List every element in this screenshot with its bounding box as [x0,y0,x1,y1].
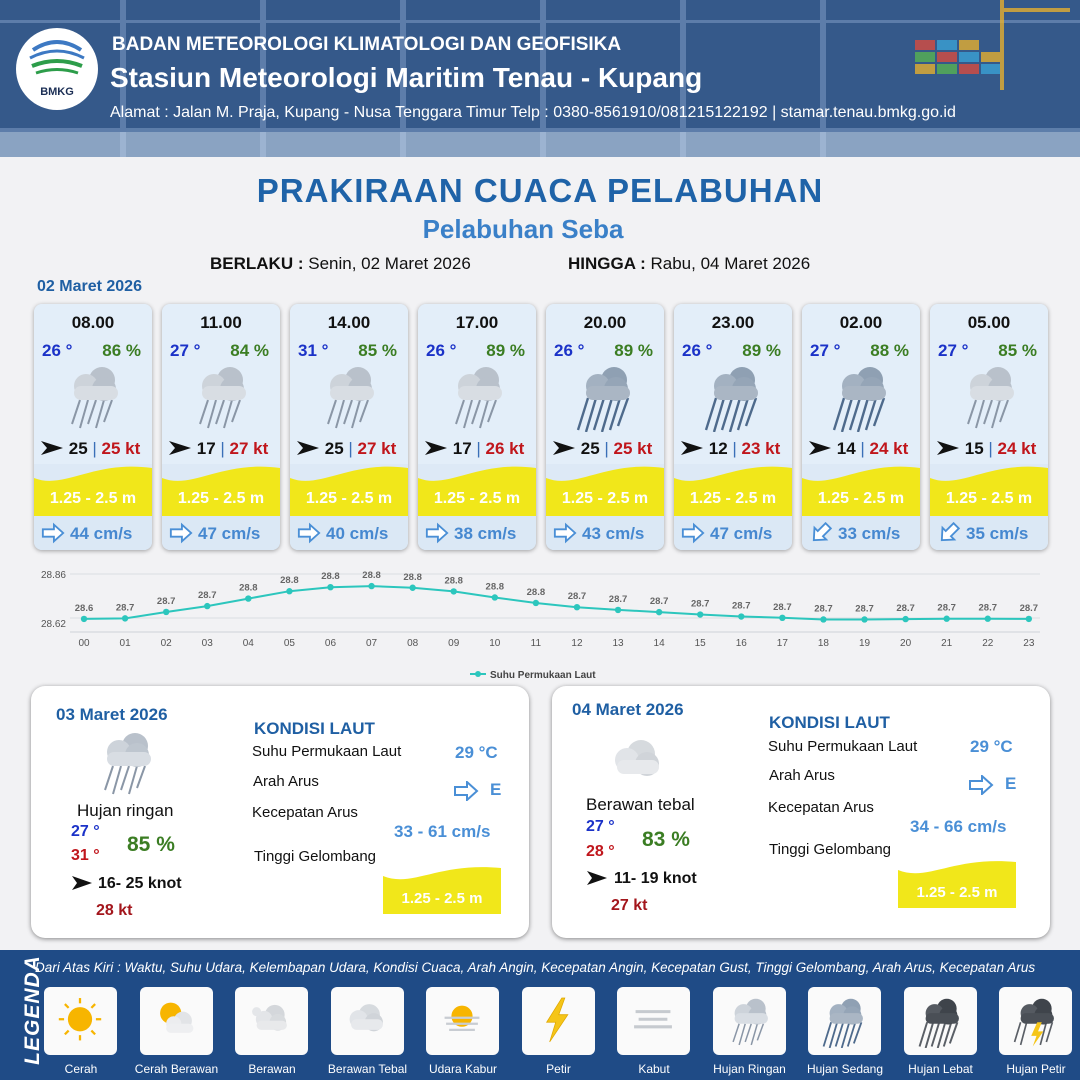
card-wave [930,464,1048,516]
card-wind [424,439,534,459]
legend-item [235,987,308,1055]
card-current [546,516,664,550]
chart-point [820,616,826,622]
chart-x-tick-label: 00 [78,638,90,649]
current-arrow-icon [425,522,449,544]
hujan-sedang-icon [572,362,638,432]
port-name: Pelabuhan Seba [422,214,624,244]
card-gust: 23 kt [741,439,781,458]
forecast-card [802,304,920,550]
chart-data-label: 28.7 [855,603,874,615]
card-current [290,516,408,550]
day1-date: 02 Maret 2026 [37,278,142,295]
hujan-ringan-icon [60,362,126,432]
card-temp: 26 ° [554,341,585,360]
forecast-card [418,304,536,550]
card-wave-height: 1.25 - 2.5 m [817,490,905,507]
chart-point [574,604,580,610]
chart-data-label: 28.7 [197,590,217,602]
chart-data-label: 28.8 [321,571,340,583]
card-temp: 26 ° [42,341,73,360]
chart-point [122,615,128,621]
card-gust: 27 kt [357,439,397,458]
card-wind [168,439,278,459]
card-time: 08.00 [71,313,115,332]
card-gust: 24 kt [997,439,1037,458]
chart-x-tick-label: 16 [735,638,747,649]
legend-item-label: Hujan Sedang [806,1062,884,1076]
day3-dir: E [1005,774,1017,793]
chart-data-label: 28.8 [526,586,546,598]
chart-point [163,609,169,615]
card-wave [802,464,920,516]
chart-data-label: 28.7 [649,596,669,608]
chart-x-tick-label: 06 [324,638,337,649]
hujan-ringan-icon [444,362,510,432]
card-time: 17.00 [455,313,499,332]
chart-x-tick-label: 13 [612,638,624,649]
card-wave [290,464,408,516]
chart-point [451,588,457,594]
chart-x-tick-label: 14 [653,638,665,649]
card-current [34,516,152,550]
card-current-speed: 44 cm/s [70,524,133,543]
chart-x-tick-label: 21 [941,638,953,649]
card-wind-speed: 25 [324,439,344,458]
card-weather [188,362,254,432]
current-arrow-icon [553,522,577,544]
chart-point [943,616,949,622]
chart-point [902,616,908,622]
current-arrow-icon [968,775,994,795]
forecast-card [546,304,664,550]
chart-legend-label: Suhu Permukaan Laut [490,670,596,681]
wind-direction-icon [680,440,704,456]
card-wind-separator: | [215,439,230,458]
chart-x-tick-label: 17 [776,638,788,649]
forecast-card [162,304,280,550]
chart-data-label: 28.8 [403,571,422,583]
card-wind-speed: 15 [964,439,984,458]
cerah-icon [55,995,105,1048]
card-humidity: 89 % [742,341,781,360]
day3-dir-label: Arah Arus [769,767,835,784]
card-wave-height: 1.25 - 2.5 m [433,490,521,507]
card-wind [552,439,662,459]
current-arrow-icon [169,522,193,544]
chart-point [409,585,415,591]
day2-sst: 29 °C [455,743,498,762]
chart-x-tick-label: 01 [119,638,131,649]
chart-legend-marker [475,671,481,677]
day3-panel [552,686,1050,938]
chart-x-tick-label: 15 [694,638,706,649]
chart-x-tick-label: 19 [858,638,871,649]
card-current-speed: 47 cm/s [198,524,261,543]
card-wind [40,439,150,459]
current-arrow-icon [809,522,833,544]
day2-wave-value: 1.25 - 2.5 m [401,890,483,907]
day2-wind: 16- 25 knot [98,875,182,892]
card-wave-height: 1.25 - 2.5 m [945,490,1033,507]
valid-to-label: HINGGA : [568,254,646,273]
card-wind [296,439,406,459]
berawan-tebal-icon [607,734,667,784]
card-temp: 27 ° [170,341,201,360]
card-wave [162,464,280,516]
chart-data-label: 28.8 [444,575,463,587]
hujan-ringan-icon [91,728,161,798]
bmkg-logo-text: BMKG [40,86,74,98]
card-humidity: 85 % [998,341,1037,360]
chart-x-tick-label: 02 [160,638,172,649]
card-weather [316,362,382,432]
day3-wave-value: 1.25 - 2.5 m [916,884,998,901]
wind-direction-icon [936,440,960,456]
legend-item-label: Berawan [248,1062,296,1076]
berawan-icon [246,995,296,1048]
current-arrow-icon [937,522,961,544]
hujan-sedang-icon [828,362,894,432]
card-current-speed: 43 cm/s [582,524,645,543]
chart-data-label: 28.7 [567,591,587,603]
day3-speed-label: Kecepatan Arus [768,799,874,816]
chart-point [245,595,251,601]
wind-direction-icon [424,440,448,456]
chart-point [368,583,374,589]
card-wind-separator: | [471,439,486,458]
legend-item [904,987,977,1055]
card-current-speed: 40 cm/s [326,524,389,543]
day3-weather: Berawan tebal [586,795,695,814]
card-wind-speed: 17 [196,439,216,458]
hujan-ringan-icon [316,362,382,432]
card-wave [674,464,792,516]
chart-x-tick-label: 23 [1023,638,1035,649]
card-gust: 26 kt [485,439,525,458]
legend-item [426,987,499,1055]
legend-item-label: Hujan Lebat [908,1062,973,1076]
valid-from-value: Senin, 02 Maret 2026 [308,254,471,273]
current-arrow-icon [453,781,479,801]
chart-y-tick-label: 28.86 [40,570,66,581]
day2-humidity: 85 % [127,833,175,856]
legend-item [808,987,881,1055]
forecast-card [34,304,152,550]
chart-point [286,588,292,594]
chart-x-tick-label: 05 [283,638,295,649]
card-wave [34,464,152,516]
legend-item-label: Udara Kabur [428,1062,498,1076]
card-temp: 26 ° [426,341,457,360]
wind-direction-icon [296,440,320,456]
day2-speed-label: Kecepatan Arus [252,804,358,821]
card-gust: 25 kt [101,439,141,458]
hujan-sedang-icon [819,995,869,1048]
day2-temp-min: 27 ° [71,823,100,840]
card-wave [418,464,536,516]
chart-data-label: 28.7 [690,598,710,610]
page-title: PRAKIRAAN CUACA PELABUHAN [256,172,824,209]
legend-item [617,987,690,1055]
card-time: 14.00 [327,313,371,332]
card-wind-speed: 25 [580,439,600,458]
legend-item [44,987,117,1055]
legend-item-label: Kabut [638,1062,670,1076]
header-banner [0,0,1080,157]
day3-sst: 29 °C [970,737,1013,756]
chart-point [779,615,785,621]
legend-description: Dari Atas Kiri : Waktu, Suhu Udara, Kelembapan Udara, Kondisi Cuaca, Arah Angin, Kecepatan Angin, Kecepatan Gust, Tinggi Gelombang, Arah Arus, Kecepatan Arus [35,960,1036,975]
card-current [418,516,536,550]
day3-temp-max: 28 ° [586,843,615,860]
chart-x-tick-label: 20 [900,638,912,649]
card-time: 23.00 [711,313,755,332]
day3-sst-label: Suhu Permukaan Laut [768,738,918,755]
card-wind-speed: 14 [836,439,856,458]
chart-x-tick-label: 09 [448,638,460,649]
chart-point [81,616,87,622]
day2-gust: 28 kt [96,902,133,919]
card-wave-height: 1.25 - 2.5 m [49,490,137,507]
legend-item [522,987,595,1055]
legend-item [999,987,1072,1055]
card-current-speed: 47 cm/s [710,524,773,543]
chart-series-line [84,586,1029,619]
chart-data-label: 28.7 [814,603,833,615]
legend-item-label: Berawan Tebal [327,1062,408,1076]
chart-data-label: 28.7 [937,602,956,614]
day3-temp-min: 27 ° [586,818,615,835]
card-humidity: 89 % [486,341,525,360]
card-wind-separator: | [343,439,358,458]
day2-speed: 33 - 61 cm/s [394,822,491,841]
card-temp: 31 ° [298,341,329,360]
day2-temp-max: 31 ° [71,847,100,864]
chart-point [697,611,703,617]
card-wave-height: 1.25 - 2.5 m [561,490,649,507]
day2-dir: E [490,780,502,799]
card-current [674,516,792,550]
card-temp: 27 ° [810,341,841,360]
chart-y-tick-label: 28.62 [40,619,66,630]
current-arrow-icon [681,522,705,544]
card-wind-separator: | [87,439,102,458]
chart-point [1026,616,1032,622]
card-humidity: 84 % [230,341,269,360]
legend-item-label: Hujan Petir [1006,1062,1066,1076]
wind-direction-icon [808,440,832,456]
card-wind-separator: | [855,439,870,458]
legend-item-label: Petir [546,1062,571,1076]
card-weather [60,362,126,432]
card-current-speed: 35 cm/s [966,524,1029,543]
chart-x-tick-label: 18 [817,638,830,649]
day2-weather: Hujan ringan [77,801,174,820]
card-humidity: 89 % [614,341,653,360]
legend-item [140,987,213,1055]
udara-kabur-icon [437,995,487,1048]
chart-data-label: 28.6 [74,602,94,614]
card-wind [808,439,918,459]
cerah-berawan-icon [151,995,201,1048]
day3-wind: 11- 19 knot [614,870,697,887]
card-weather [700,362,766,432]
chart-x-tick-label: 03 [201,638,213,649]
hujan-sedang-icon [700,362,766,432]
day3-wave [898,860,1016,908]
hujan-petir-icon [1010,995,1060,1048]
chart-point [204,603,210,609]
sea-surface-temperature-chart [0,560,1080,685]
card-wind-speed: 17 [452,439,472,458]
wind-direction-icon [71,875,93,891]
forecast-card [930,304,1048,550]
chart-data-label: 28.8 [362,570,381,582]
day3-humidity: 83 % [642,828,690,851]
chart-point [533,600,539,606]
card-current-speed: 33 cm/s [838,524,901,543]
wind-direction-icon [586,870,608,886]
chart-data-label: 28.8 [239,582,258,594]
card-current [162,516,280,550]
chart-data-label: 28.7 [732,600,751,612]
org-name: BADAN METEOROLOGI KLIMATOLOGI DAN GEOFISIKA [112,34,622,55]
chart-x-tick-label: 08 [407,638,419,649]
card-gust: 27 kt [229,439,269,458]
card-current [930,516,1048,550]
kabut-icon [628,995,678,1048]
wind-direction-icon [40,440,64,456]
day3-date: 04 Maret 2026 [572,700,684,719]
card-current-speed: 38 cm/s [454,524,517,543]
forecast-card [290,304,408,550]
legend-item [713,987,786,1055]
card-wave-height: 1.25 - 2.5 m [177,490,265,507]
hujan-ringan-icon [188,362,254,432]
forecast-card [674,304,792,550]
card-weather [572,362,638,432]
day2-date: 03 Maret 2026 [56,705,168,724]
bmkg-logo [16,28,98,110]
legend-item [331,987,404,1055]
day2-panel [31,686,529,938]
card-weather [444,362,510,432]
card-wind-separator: | [983,439,998,458]
card-current [802,516,920,550]
card-wind-separator: | [599,439,614,458]
valid-from [210,254,471,274]
chart-point [615,607,621,613]
legend [0,950,1080,1080]
berawan-tebal-icon [342,995,392,1048]
card-gust: 25 kt [613,439,653,458]
legend-item-label: Cerah Berawan [134,1062,219,1076]
card-wind [680,439,790,459]
current-arrow-icon [297,522,321,544]
address-line: Alamat : Jalan M. Praja, Kupang - Nusa Tenggara Timur Telp : 0380-8561910/081215122192 | stamar.tenau.bmkg.go.id [110,104,956,121]
hujan-ringan-icon [724,995,774,1048]
chart-point [985,616,991,622]
legend-item-label: Cerah [64,1062,98,1076]
card-time: 05.00 [967,313,1011,332]
card-gust: 24 kt [869,439,909,458]
chart-point [327,584,333,590]
hujan-lebat-icon [915,995,965,1048]
card-wave-height: 1.25 - 2.5 m [689,490,777,507]
chart-data-label: 28.7 [896,603,915,615]
card-wind-separator: | [727,439,742,458]
valid-to [568,254,810,274]
card-humidity: 85 % [358,341,397,360]
valid-to-value: Rabu, 04 Maret 2026 [650,254,811,273]
chart-x-tick-label: 10 [489,638,501,649]
chart-point [492,594,498,600]
day2-dir-label: Arah Arus [253,773,319,790]
chart-x-tick-label: 12 [571,638,583,649]
day2-kondisi-title: KONDISI LAUT [254,719,375,738]
station-name: Stasiun Meteorologi Maritim Tenau - Kupang [110,62,703,93]
day3-speed: 34 - 66 cm/s [910,817,1007,836]
day3-kondisi-title: KONDISI LAUT [769,713,890,732]
legend-title: LEGENDA [20,955,44,1065]
card-wind [936,439,1046,459]
chart-x-tick-label: 04 [242,638,254,649]
chart-data-label: 28.7 [156,595,176,607]
chart-point [656,609,662,615]
chart-x-tick-label: 07 [365,638,378,649]
chart-data-label: 28.7 [1019,602,1039,614]
card-weather [828,362,894,432]
card-temp: 27 ° [938,341,969,360]
card-wave [546,464,664,516]
card-time: 11.00 [200,313,242,332]
card-wind-speed: 25 [68,439,88,458]
chart-x-tick-label: 11 [530,638,542,649]
day2-wave-label: Tinggi Gelombang [254,848,377,865]
hujan-ringan-icon [956,362,1022,432]
legend-item-label: Hujan Ringan [713,1062,786,1076]
chart-data-label: 28.7 [115,602,135,614]
chart-x-tick-label: 22 [982,638,994,649]
card-humidity: 88 % [870,341,909,360]
card-humidity: 86 % [102,341,141,360]
chart-data-label: 28.8 [280,575,299,587]
card-time: 20.00 [583,313,627,332]
card-time: 02.00 [839,313,883,332]
chart-data-label: 28.8 [485,581,505,593]
current-arrow-icon [41,522,65,544]
valid-from-label: BERLAKU : [210,254,304,273]
chart-data-label: 28.7 [608,593,628,605]
chart-point [738,613,744,619]
card-temp: 26 ° [682,341,713,360]
card-wind-speed: 12 [708,439,728,458]
chart-point [861,616,867,622]
chart-data-label: 28.7 [773,601,792,613]
wind-direction-icon [168,440,192,456]
chart-data-label: 28.7 [978,602,998,614]
petir-icon [533,995,583,1048]
day3-wave-label: Tinggi Gelombang [769,841,892,858]
day3-gust: 27 kt [611,897,648,914]
day2-wave [383,866,501,914]
card-weather [956,362,1022,432]
card-wave-height: 1.25 - 2.5 m [305,490,393,507]
wind-direction-icon [552,440,576,456]
day2-sst-label: Suhu Permukaan Laut [252,743,402,760]
